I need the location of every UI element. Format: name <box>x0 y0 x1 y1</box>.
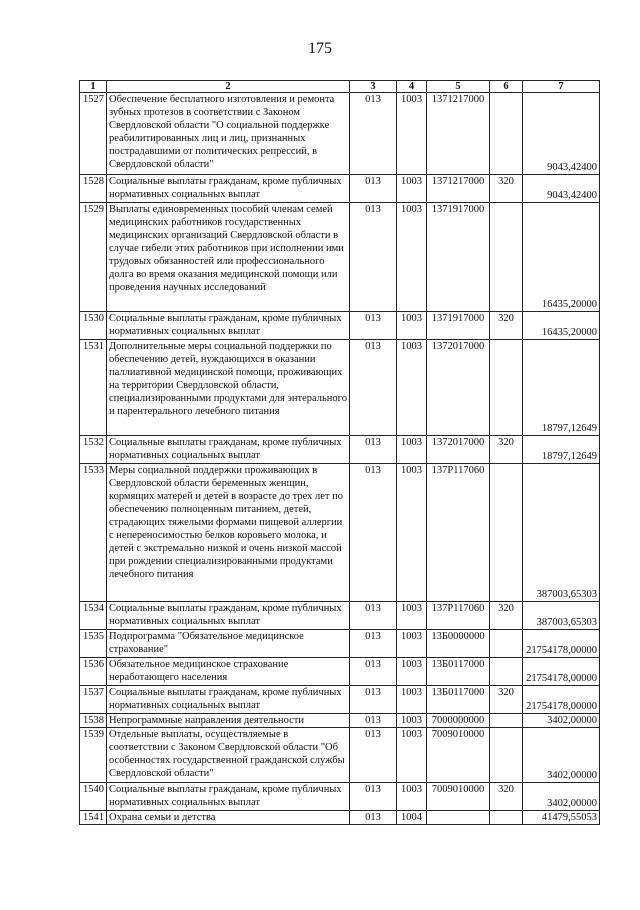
row-description: Социальные выплаты гражданам, кроме публичных нормативных социальных выплат <box>107 686 350 714</box>
row-description: Обязательное медицинское страхование неработающего населения <box>107 658 350 686</box>
page-number: 175 <box>308 40 332 57</box>
row-col3: 013 <box>350 203 397 312</box>
row-col4: 1003 <box>397 93 427 175</box>
row-col5: 137P117060 <box>427 464 490 602</box>
row-amount: 16435,20000 <box>523 203 600 312</box>
row-col4: 1004 <box>397 811 427 825</box>
table-row <box>80 436 600 464</box>
table-row <box>80 175 600 203</box>
table-row <box>80 93 600 175</box>
row-description: Охрана семьи и детства <box>107 811 350 825</box>
row-description: Социальные выплаты гражданам, кроме публичных нормативных социальных выплат <box>107 312 350 340</box>
column-header-3: 3 <box>350 81 397 93</box>
row-number: 1540 <box>80 783 107 811</box>
table-row <box>80 714 600 728</box>
row-number: 1531 <box>80 340 107 436</box>
row-amount: 21754178,00000 <box>523 658 600 686</box>
row-col3: 013 <box>350 728 397 783</box>
row-col6: 320 <box>490 686 523 714</box>
row-col6 <box>490 340 523 436</box>
row-col4: 1003 <box>397 714 427 728</box>
table-row <box>80 464 600 602</box>
row-col6: 320 <box>490 783 523 811</box>
row-col5: 1371917000 <box>427 312 490 340</box>
row-col4: 1003 <box>397 203 427 312</box>
row-col5: 13Б0117000 <box>427 658 490 686</box>
row-col6 <box>490 630 523 658</box>
row-col3: 013 <box>350 436 397 464</box>
row-col4: 1003 <box>397 783 427 811</box>
row-amount: 9043,42400 <box>523 175 600 203</box>
column-header-5: 5 <box>427 81 490 93</box>
budget-table <box>79 80 600 825</box>
row-description: Меры социальной поддержки проживающих в Свердловской области беременных женщин, кормящих матерей и детей в возрасте до трех лет по обеспечению полноценным питанием, детей, страдающих тяжелыми формами пищевой аллергии с непереносимостью белков коровьего молока, и детей с экстремально низкой и очень низкой массой при рождении специализированными продуктами лечебного питания <box>107 464 350 602</box>
row-number: 1533 <box>80 464 107 602</box>
row-number: 1541 <box>80 811 107 825</box>
row-number: 1539 <box>80 728 107 783</box>
row-amount: 18797,12649 <box>523 340 600 436</box>
row-col6: 320 <box>490 602 523 630</box>
row-number: 1529 <box>80 203 107 312</box>
row-amount: 387003,65303 <box>523 602 600 630</box>
row-amount: 387003,65303 <box>523 464 600 602</box>
row-col3: 013 <box>350 464 397 602</box>
row-description: Дополнительные меры социальной поддержки по обеспечению детей, нуждающихся в оказании паллиативной медицинской помощи, проживающих на территории Свердловской области, специализированными продуктами для энтерального и парентерального лечебного питания <box>107 340 350 436</box>
row-number: 1528 <box>80 175 107 203</box>
row-col5: 1371217000 <box>427 175 490 203</box>
table-row <box>80 783 600 811</box>
row-number: 1532 <box>80 436 107 464</box>
column-header-2: 2 <box>107 81 350 93</box>
row-number: 1535 <box>80 630 107 658</box>
row-col6 <box>490 714 523 728</box>
row-col4: 1003 <box>397 312 427 340</box>
column-header-7: 7 <box>523 81 600 93</box>
row-col4: 1003 <box>397 340 427 436</box>
row-amount: 21754178,00000 <box>523 686 600 714</box>
row-description: Социальные выплаты гражданам, кроме публичных нормативных социальных выплат <box>107 602 350 630</box>
table-row <box>80 811 600 825</box>
row-col6 <box>490 811 523 825</box>
row-description: Социальные выплаты гражданам, кроме публичных нормативных социальных выплат <box>107 783 350 811</box>
row-col4: 1003 <box>397 602 427 630</box>
row-description: Обеспечение бесплатного изготовления и ремонта зубных протезов в соответствии с Законом Свердловской области "О социальной поддержке реабилитированных лиц и лиц, признанных пострадавшими от политических репрессий, в Свердловской области" <box>107 93 350 175</box>
row-description: Отдельные выплаты, осуществляемые в соответствии с Законом Свердловской области "Об особенностях государственной гражданской службы Свердловской области" <box>107 728 350 783</box>
row-col5: 7009010000 <box>427 783 490 811</box>
row-number: 1530 <box>80 312 107 340</box>
table-row <box>80 602 600 630</box>
row-number: 1534 <box>80 602 107 630</box>
column-header-6: 6 <box>490 81 523 93</box>
row-description: Подпрограмма "Обязательное медицинское страхование" <box>107 630 350 658</box>
table-header-row <box>80 81 600 93</box>
row-col3: 013 <box>350 340 397 436</box>
row-col5: 1372017000 <box>427 340 490 436</box>
row-number: 1527 <box>80 93 107 175</box>
row-amount: 3402,00000 <box>523 783 600 811</box>
row-description: Выплаты единовременных пособий членам семей медицинских работников государственных медицинских организаций Свердловской области в случае гибели этих работников при исполнении ими трудовых обязанностей или профессионального долга во время оказания медицинской помощи или проведения научных исследований <box>107 203 350 312</box>
row-col3: 013 <box>350 93 397 175</box>
row-amount: 16435,20000 <box>523 312 600 340</box>
table-row <box>80 728 600 783</box>
table-row <box>80 658 600 686</box>
row-col3: 013 <box>350 714 397 728</box>
table-row <box>80 630 600 658</box>
row-amount: 18797,12649 <box>523 436 600 464</box>
row-col3: 013 <box>350 811 397 825</box>
row-amount: 3402,00000 <box>523 728 600 783</box>
row-description: Непрограммные направления деятельности <box>107 714 350 728</box>
row-col3: 013 <box>350 602 397 630</box>
row-col6: 320 <box>490 175 523 203</box>
table-row <box>80 686 600 714</box>
row-col4: 1003 <box>397 686 427 714</box>
row-col5 <box>427 811 490 825</box>
row-col4: 1003 <box>397 464 427 602</box>
row-col5: 1371217000 <box>427 93 490 175</box>
row-description: Социальные выплаты гражданам, кроме публичных нормативных социальных выплат <box>107 175 350 203</box>
row-col6 <box>490 203 523 312</box>
row-col4: 1003 <box>397 175 427 203</box>
row-col3: 013 <box>350 630 397 658</box>
row-col5: 7009010000 <box>427 728 490 783</box>
row-amount: 41479,55053 <box>523 811 600 825</box>
row-col6: 320 <box>490 436 523 464</box>
column-header-1: 1 <box>80 81 107 93</box>
row-col3: 013 <box>350 658 397 686</box>
row-col6: 320 <box>490 312 523 340</box>
table-row <box>80 312 600 340</box>
row-col5: 1371917000 <box>427 203 490 312</box>
column-header-4: 4 <box>397 81 427 93</box>
row-col4: 1003 <box>397 728 427 783</box>
row-col4: 1003 <box>397 630 427 658</box>
row-col3: 013 <box>350 175 397 203</box>
row-col6 <box>490 93 523 175</box>
row-col3: 013 <box>350 686 397 714</box>
row-col3: 013 <box>350 312 397 340</box>
table-body <box>80 93 600 825</box>
row-col3: 013 <box>350 783 397 811</box>
table-row <box>80 203 600 312</box>
row-col5: 13Б0117000 <box>427 686 490 714</box>
row-number: 1537 <box>80 686 107 714</box>
row-col5: 137P117060 <box>427 602 490 630</box>
row-col5: 1372017000 <box>427 436 490 464</box>
row-description: Социальные выплаты гражданам, кроме публичных нормативных социальных выплат <box>107 436 350 464</box>
row-col6 <box>490 658 523 686</box>
row-number: 1536 <box>80 658 107 686</box>
row-amount: 9043,42400 <box>523 93 600 175</box>
row-amount: 21754178,00000 <box>523 630 600 658</box>
row-number: 1538 <box>80 714 107 728</box>
row-col4: 1003 <box>397 658 427 686</box>
row-col5: 13Б0000000 <box>427 630 490 658</box>
row-col6 <box>490 728 523 783</box>
row-col4: 1003 <box>397 436 427 464</box>
row-amount: 3402,00000 <box>523 714 600 728</box>
table-row <box>80 340 600 436</box>
row-col5: 7000000000 <box>427 714 490 728</box>
row-col6 <box>490 464 523 602</box>
